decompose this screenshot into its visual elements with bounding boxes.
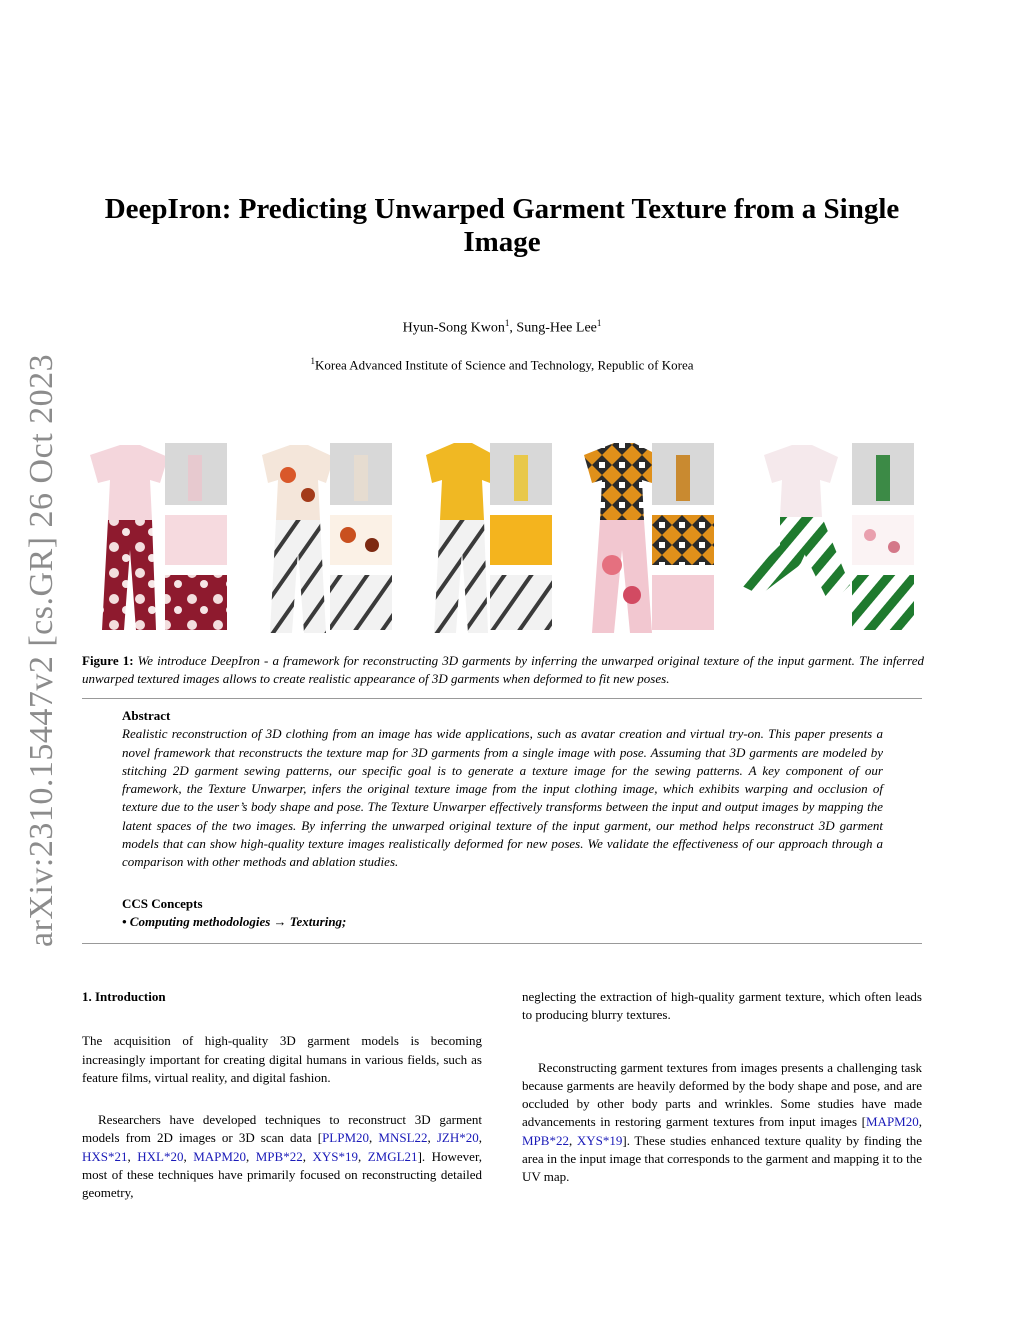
ccs-heading: CCS Concepts: [122, 896, 203, 911]
garment-example-2: [262, 443, 392, 633]
paragraph: The acquisition of high-quality 3D garment models is becoming increasingly important for creating digital humans in various fields, such as feature films, virtual reality, and digital fashion.: [82, 1033, 482, 1085]
affiliation-line: [82, 356, 922, 373]
divider: [82, 943, 922, 944]
affiliation-mark: 1: [504, 318, 510, 328]
citation-link[interactable]: MPB*22: [255, 1148, 303, 1164]
author-line: [82, 318, 922, 337]
figure-caption: [82, 652, 924, 688]
paragraph-text: Reconstructing garment textures from images presents a challenging task because garments are heavily deformed by the body shape and pose, and are occluded by other body parts and wrinkles. Some studies have made advancements in restoring garment textures from input images [: [522, 1059, 922, 1130]
figure-label: Figure 1:: [82, 653, 134, 668]
paragraph-text: ]. However, most of these techniques have primarily focused on reconstructing detailed geometry,: [82, 1148, 483, 1201]
paragraph: neglecting the extraction of high-quality garment texture, which often leads to producing blurry textures.: [522, 989, 922, 1023]
citation-link[interactable]: MPB*22: [522, 1132, 569, 1148]
citation-link[interactable]: MAPM20: [193, 1148, 246, 1164]
divider: [82, 698, 922, 699]
ccs-item: • Computing methodologies → Texturing;: [122, 914, 347, 929]
section-heading: 1. Introduction: [82, 989, 166, 1004]
citation-link[interactable]: HXS*21: [82, 1148, 128, 1164]
citation-link[interactable]: MNSL22: [378, 1130, 428, 1146]
garment-example-5: [740, 443, 914, 630]
paragraph: Researchers have developed techniques to reconstruct 3D garment models from 2D images or 3D scan data [PLPM20, MNSL22, JZH*20, HXS*21, HXL*20, MAPM20, MPB*22, XYS*19, ZMGL21]. However, most of these techniques have primarily focused on reconstructing detailed geometry,: [82, 1112, 483, 1201]
author-name: Sung-Hee Lee: [516, 320, 597, 336]
teaser-figure: [80, 435, 924, 635]
paper-title: DeepIron: Predicting Unwarped Garment Texture from a Single Image: [104, 193, 900, 258]
affiliation-text: Korea Advanced Institute of Science and Technology, Republic of Korea: [315, 357, 694, 373]
arxiv-sidebar-id: arXiv:2310.15447v2 [cs.GR] 26 Oct 2023: [23, 353, 60, 947]
right-column: [522, 988, 922, 1187]
figure-caption-text: We introduce DeepIron - a framework for reconstructing 3D garments by inferring the unwarped original texture of the input garment. The inferred unwarped textured images allows to create realistic appearance of 3D garments when deformed to fit new poses.: [82, 653, 924, 686]
garment-example-3: [426, 443, 552, 633]
citation-link[interactable]: HXL*20: [137, 1148, 184, 1164]
abstract-heading: Abstract: [122, 708, 171, 723]
abstract-text: Realistic reconstruction of 3D clothing from an image has wide applications, such as avatar creation and virtual try-on. This paper presents a novel framework that reconstructs the texture map for 3D garments from a single image with pose. Assuming that 3D garments are modeled by stitching 2D garment sewing patterns, our specific goal is to generate a texture image for the sewing patterns. A key component of our framework, the Texture Unwarper, infers the original texture image from the input clothing image, which exhibits warping and occlusion of texture due to the user’s body shape and pose. The Texture Unwarper effectively transforms between the input and output images by mapping the latent spaces of the two images. By inferring the unwarped original texture of the input garment, our method helps reconstruct 3D garment models that can show high-quality texture images realistically deformed for new poses. We validate the effectiveness of our approach through a comparison with other methods and ablation studies.: [122, 726, 883, 870]
garment-example-1: [90, 443, 227, 630]
ccs-block: [122, 895, 883, 931]
garment-example-4: [584, 443, 714, 633]
author-name: Hyun-Song Kwon: [402, 320, 505, 336]
citation-link[interactable]: PLPM20: [322, 1130, 370, 1146]
citation-link[interactable]: MAPM20: [866, 1114, 919, 1130]
citation-link[interactable]: XYS*19: [312, 1148, 358, 1164]
left-column: [82, 988, 482, 1203]
affiliation-mark: 1: [310, 356, 315, 366]
citation-link[interactable]: ZMGL21: [367, 1148, 418, 1164]
abstract-block: [122, 707, 883, 872]
affiliation-mark: 1: [596, 318, 602, 328]
citation-link[interactable]: JZH*20: [436, 1130, 479, 1146]
paragraph-text: ]. These studies enhanced texture quality by finding the area in the input image that corresponds to the garment and mapping it to the UV map.: [522, 1132, 922, 1185]
paragraph-text: Researchers have developed techniques to reconstruct 3D garment models from 2D images or 3D scan data [: [82, 1112, 482, 1146]
author-separator: ,: [509, 320, 517, 336]
citation-link[interactable]: XYS*19: [576, 1132, 623, 1148]
paragraph: Reconstructing garment textures from images presents a challenging task because garments are heavily deformed by the body shape and pose, and are occluded by other body parts and wrinkles. Some studies have made advancements in restoring garment textures from input images [MAPM20, MPB*22, XYS*19]. These studies enhanced texture quality by finding the area in the input image that corresponds to the garment and mapping it to the UV map.: [522, 1059, 922, 1185]
